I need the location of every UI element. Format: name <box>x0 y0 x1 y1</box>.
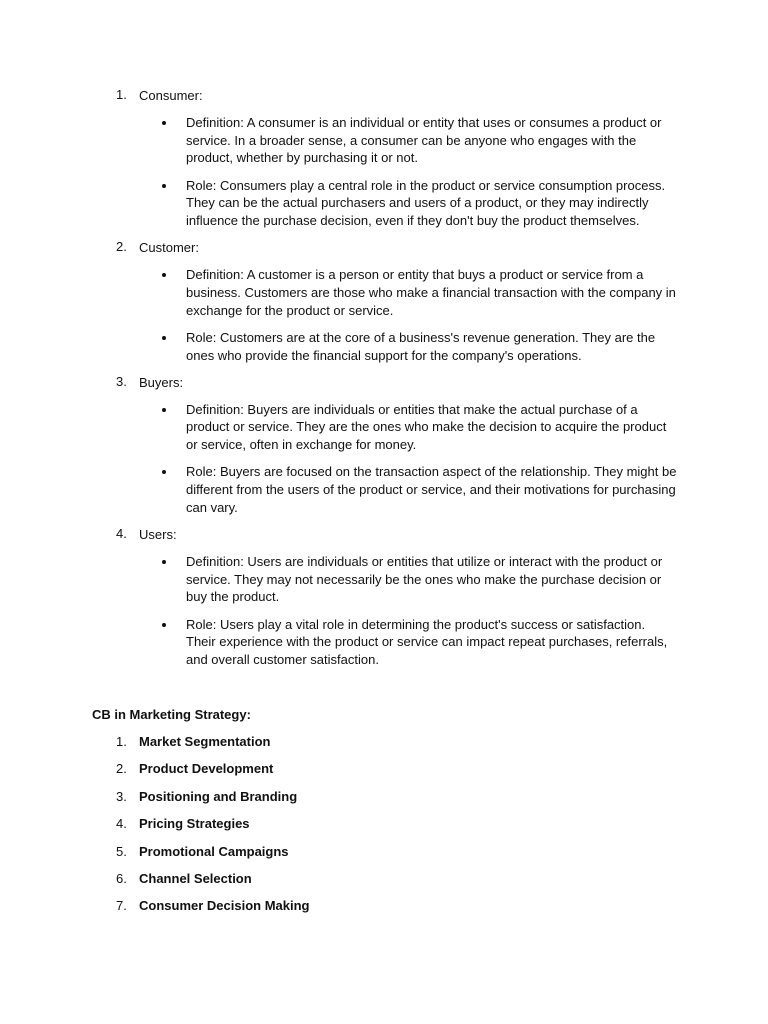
bullet-item <box>139 266 768 319</box>
bullet-text: Role: Buyers are focused on the transaction aspect of the relationship. They might be different from the users of the product or service, and their motivations for purchasing can vary. <box>186 464 677 515</box>
list-number: 2. <box>116 239 127 255</box>
list-number: 3. <box>116 788 127 804</box>
list-number: 2. <box>116 761 127 777</box>
bullet-list <box>139 114 768 230</box>
strategy-label: Pricing Strategies <box>139 816 250 832</box>
definition-item-users <box>0 526 768 669</box>
bullet-item <box>139 114 768 167</box>
bullet-text: Definition: A consumer is an individual or entity that uses or consumes a product or service. In a broader sense, a consumer can be anyone who engages with the product, whether by purchasing it or not. <box>186 115 662 166</box>
bullet-list <box>139 266 768 364</box>
strategy-item <box>0 733 768 760</box>
bullet-item <box>139 401 768 454</box>
bullet-text: Definition: Users are individuals or entities that utilize or interact with the product or service. They may not necessarily be the ones who make the purchase decision or buy the product. <box>186 553 663 605</box>
definition-item-customer <box>0 239 768 364</box>
definitions-list <box>0 87 768 669</box>
list-number: 1. <box>116 87 127 102</box>
strategy-label: Promotional Campaigns <box>139 843 289 859</box>
bullet-list <box>139 553 768 669</box>
definition-term: Users: <box>139 526 177 542</box>
bullet-item <box>139 616 768 669</box>
bullet-dot-icon <box>162 408 166 412</box>
definition-term: Buyers: <box>139 374 184 390</box>
strategy-label: Market Segmentation <box>139 734 271 749</box>
bullet-list <box>139 401 768 517</box>
list-number: 5. <box>116 843 127 859</box>
strategy-list <box>0 733 768 925</box>
strategy-label: Consumer Decision Making <box>139 898 310 914</box>
bullet-item <box>139 553 768 606</box>
bullet-item <box>139 463 768 516</box>
strategy-label: Channel Selection <box>139 870 252 886</box>
bullet-dot-icon <box>162 470 166 474</box>
bullet-item <box>139 177 768 230</box>
list-number: 1. <box>116 734 127 749</box>
bullet-dot-icon <box>162 560 166 564</box>
bullet-dot-icon <box>162 184 166 188</box>
strategy-item <box>0 815 768 842</box>
bullet-dot-icon <box>162 623 166 627</box>
list-number: 7. <box>116 898 127 914</box>
strategy-item <box>0 843 768 870</box>
strategy-label: Positioning and Branding <box>139 788 298 804</box>
list-number: 3. <box>116 373 127 389</box>
bullet-text: Role: Consumers play a central role in the product or service consumption process. They can be the actual purchasers and users of a product, or they may indirectly influence the purchase decision, even if they don't buy the product themselves. <box>186 177 666 229</box>
bullet-text: Role: Users play a vital role in determining the product's success or satisfaction. Their experience with the product or service can impact repeat purchases, referrals, and overall customer satisfaction. <box>186 616 668 667</box>
section-heading: CB in Marketing Strategy: <box>92 707 251 722</box>
strategy-label: Product Development <box>139 761 274 777</box>
bullet-text: Definition: Buyers are individuals or entities that make the actual purchase of a product or service. They are the ones who make the decision to acquire the product or service, often in exchange for money. <box>186 401 667 453</box>
list-number: 4. <box>116 525 127 541</box>
strategy-item <box>0 897 768 924</box>
definition-term: Customer: <box>139 240 199 256</box>
bullet-text: Definition: A customer is a person or entity that buys a product or service from a business. Customers are those who make a financial transaction with the company in exchange for the product or service. <box>186 267 676 318</box>
bullet-dot-icon <box>162 273 166 277</box>
strategy-item <box>0 788 768 815</box>
definition-item-buyers <box>0 374 768 517</box>
definition-item-consumer <box>0 87 768 230</box>
definition-term: Consumer: <box>139 88 203 103</box>
bullet-text: Role: Customers are at the core of a business's revenue generation. They are the ones who provide the financial support for the company's operations. <box>186 329 656 363</box>
bullet-dot-icon <box>162 336 166 340</box>
strategy-item <box>0 760 768 787</box>
bullet-dot-icon <box>162 121 166 125</box>
list-number: 6. <box>116 870 127 886</box>
bullet-item <box>139 329 768 364</box>
list-number: 4. <box>116 816 127 832</box>
strategy-item <box>0 870 768 897</box>
